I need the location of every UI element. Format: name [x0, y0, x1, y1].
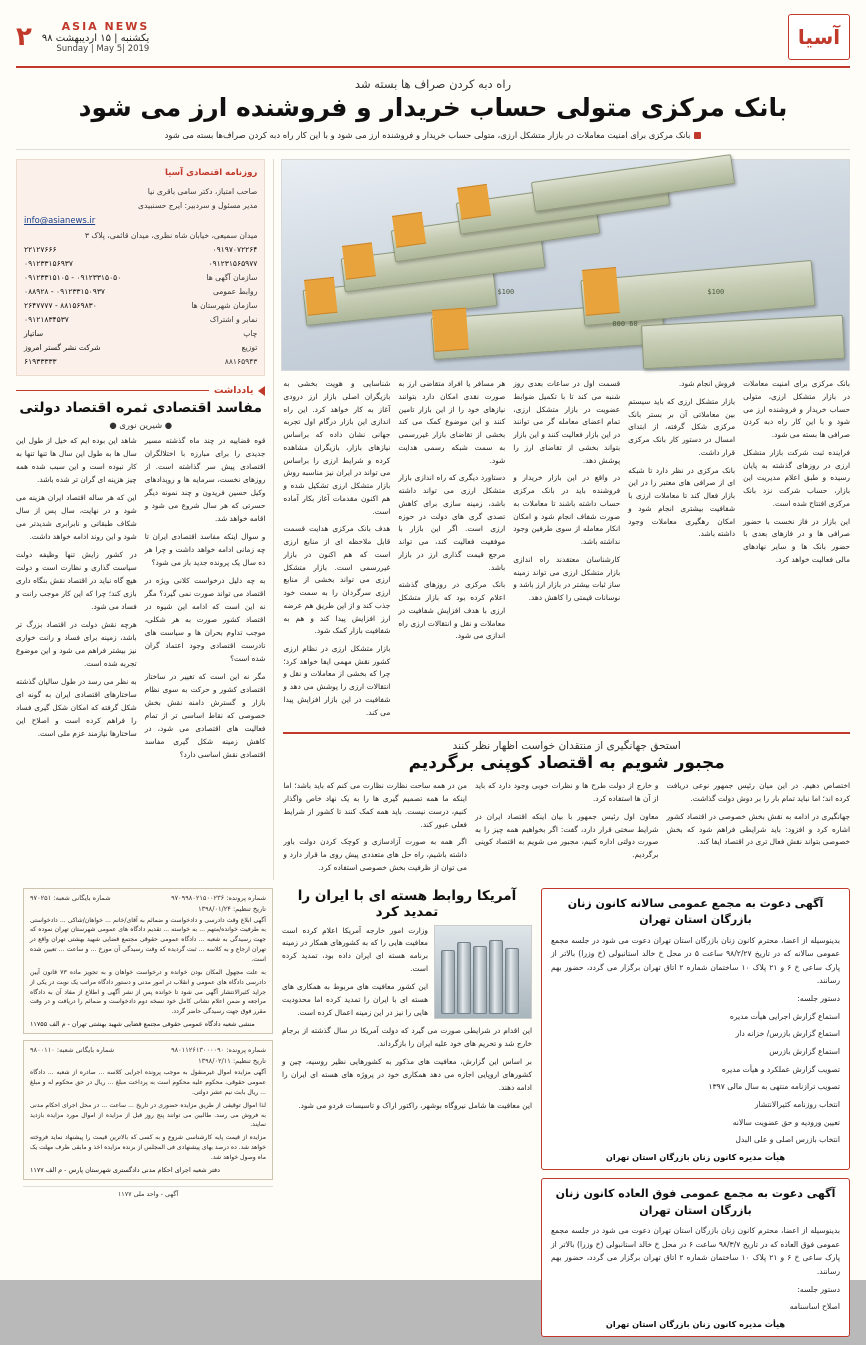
publisher-address: میدان سمیعی، خیابان شاه نظری، میدان قائمی، پلاک ۳ [84, 230, 258, 240]
rail-value: ۰۸۸۹۲۸ - ۰۹۱۲۳۳۱۵۰۹۳۷ [24, 287, 105, 296]
paragraph: بازار متشکل ارزی در نظام ارزی کشور نقش مهمی ایفا خواهد کرد؛ چرا که بخشی از معاملات و نقل و انتقالات ارزی را پوشش می دهد و شفافیت در این بازار افزایش پیدا می کند. [283, 643, 391, 717]
op-mid-headline: مجبور شویم به اقتصاد کوپنی برگردیم [408, 753, 725, 774]
masthead-logo-area [788, 14, 850, 60]
news-body [282, 925, 532, 1113]
dollar-bundles-photo: $100 60 000 $100 [281, 159, 850, 371]
paragraph: این که هر ساله اقتصاد ایران هزینه می شود و در نهایت، سال پس از سال شکاف طبقاتی و نابرابری شدیدتر می شود و این روند ادامه خواهد داشت. [16, 493, 137, 542]
lead-headline: بانک مرکزی متولی حساب خریدار و فروشنده ارز می شود [78, 93, 788, 122]
paragraph: لذا اموال توقیفی از طریق مزایده حضوری در تاریخ ... ساعت ... در محل اجرای احکام مدنی به فروش می رسد. طالبین می توانند پنج روز قبل از مزایده از اموال مورد مزایده بازدید نمایند. [30, 1101, 266, 1129]
paragraph: اگر همه به صورت آزادسازی و کوچک کردن دولت باور داشته باشیم، راه حل های متعددی پیش روی ما قرار دارد و می توان از ظرفیت بخش خصوصی استفاده کرد. [283, 837, 467, 872]
paragraph: این کشور معافیت های مربوط به همکاری های هسته ای با ایران را تمدید کرده اما محدودیت هایی را نیز در این زمینه اعمال کرده است. [282, 982, 428, 1018]
op-mid-col-0 [283, 780, 467, 879]
lead-kicker: راه دبه کردن صراف ها بسته شد [354, 77, 512, 91]
ad-signature: هیأت مدیره کانون زنان بازرگان استان تهران [605, 1152, 786, 1163]
phone-1: ۰۹۱۹۷۰۷۲۲۶۴ [212, 244, 258, 254]
legal-body [30, 916, 266, 1018]
op-mid-kicker: استحق جهانگیری از منتقدان خواست اظهار نظر کنند [452, 740, 681, 753]
legal-notices-column [23, 888, 273, 1345]
legal-case-number: شماره پرونده: ۹۷۰۹۹۸۰۲۱۵۰۰۲۳۶ [171, 893, 266, 902]
paragraph: و سوال اینکه مفاسد اقتصادی ایران تا چه زمانی ادامه خواهد داشت و چرا هر ده سال یک پرونده جدید باز می شود؟ [144, 532, 266, 568]
ad-body [551, 934, 840, 1148]
paragraph: فراینده ثبت شرکت بازار متشکل ارزی در روزهای گذشته به پایان رسیده و طبق اعلام مدیریت این بازار، حساب شرکت نزد بانک مرکزی افتتاح شده است. [743, 447, 850, 508]
opinion-body [16, 435, 265, 762]
legal-head-date [30, 1057, 266, 1065]
phone-2: ۲۲۱۲۷۶۶۶ [24, 244, 57, 254]
paragraph: اصلاح اساسنامه [789, 1302, 840, 1312]
note-label: یادداشت [213, 385, 254, 397]
publisher-owner: صاحب امتیاز، دکتر سامی باقری نیا [147, 187, 258, 197]
paragraph: استماع گزارش بازرس/ خزانه دار [735, 1029, 840, 1039]
paragraph: این اقدام در شرایطی صورت می گیرد که دولت آمریکا در سال گذشته از برجام خارج شد و تحریم های خود علیه ایران را بازگرداند. [282, 1026, 532, 1049]
phone-3: ۰۹۱۲۳۱۵۶۵۹۷۷ [208, 258, 258, 268]
lead-article-area [283, 159, 850, 879]
legal-signature: منشی شعبه دادگاه عمومی حقوقی مجتمع قضایی شهید بهشتی تهران - م الف ۱۱۷۵۵ [30, 1020, 255, 1029]
rail-label: روابط عمومی [212, 287, 258, 296]
rail-value: ۶۱۹۳۳۳۳۳ [24, 357, 57, 367]
paragraph: بدینوسیله از اعضا، محترم کانون زنان بازرگان استان تهران دعوت می شود در جلسه مجمع عمومی سالانه که در تاریخ ۹۸/۲/۲۷ ساعت ۵ در محل خ خالد استانبولی (خ وزرا) بالاتر از پارک ساعی خ ۶ و ۲۱ پلاک ۱۰ ساختمان شماره ۲ اتاق تهران برگزار می گردد، حضور بهم رسانند. [551, 935, 840, 986]
ad-body [551, 1224, 840, 1314]
date-english: Sunday | May 5| 2019 [56, 44, 150, 54]
centrifuge-photo [434, 925, 532, 1019]
date-persian: یکشنبه | ۱۵ اردیبهشت ۹۸ [41, 33, 150, 44]
legal-head-date [30, 905, 266, 913]
legal-branch-number: شماره بایگانی شعبه: ۹۷۰۲۵۱ [30, 893, 111, 902]
rail-label: سازمان آگهی ها [206, 272, 258, 282]
section-divider [283, 732, 850, 734]
rail-value: ۲۶۴۷۷۷۷ - ۸۸۱۵۶۹۸۳۰ [24, 301, 97, 311]
asia-logo [788, 14, 850, 60]
paragraph: به نظر می رسد در طول سالیان گذشته ساختارهای اقتصادی ایران به گونه ای شکل گرفته که امکان شکل گیری فساد را فراهم کرده است و اصلاح این ساختارها نیازمند عزم ملی است. [16, 677, 137, 738]
legal-signature: دفتر شعبه اجرای احکام مدنی دادگستری شهرستان پارس - م الف ۱۱۷۷ [30, 1165, 220, 1174]
paragraph: این معافیت ها شامل نیروگاه بوشهر، راکتور اراک و تاسیسات فردو می شود. [298, 1100, 532, 1110]
rail-line [24, 299, 257, 313]
publisher-box [16, 159, 265, 376]
rail-label: چاپ [243, 329, 258, 339]
phone-4: ۰۹۱۲۳۳۱۵۶۹۳۷ [24, 258, 73, 268]
lead-col-4 [743, 378, 850, 724]
rail-value: ۰۹۱۲۳۳۱۵۱۰۵ - ۰۹۱۲۳۳۱۵۰۵۰ [24, 272, 122, 282]
divider [16, 390, 209, 391]
paragraph: هرچه نقش دولت در اقتصاد بزرگ تر باشد، زمینه برای فساد و رانت خواری نیز بیشتر فراهم می شود و این موضوع تجربه شده است. [16, 620, 137, 669]
logo-text: آسیا [797, 25, 841, 49]
bottom-zone [16, 888, 850, 1345]
paragraph: به علت مجهول المکان بودن خوانده و درخواست خواهان و به تجویز ماده ۷۳ قانون آیین دادرسی دادگاه های عمومی و انقلاب در امور مدنی و دستور دادگاه مراتب یک نوبت در یکی از جراید کثیرالانتشار آگهی می شود تا خوانده پس از نشر آگهی و اطلاع از مفاد آن به دادگاه مراجعه و ضمن اعلام نشانی کامل خود نسخه دوم دادخواست و ضمائم را دریافت و در وقت مقرر فوق جهت رسیدگی حاضر گردد. [30, 968, 266, 1016]
rail-label: توزیع [241, 343, 258, 353]
paragraph: کارشناسان معتقدند راه اندازی بازار متشکل ارزی می تواند زمینه ساز ثبات بیشتر در بازار ارز باشد و نوسانات قیمتی را کاهش دهد. [513, 554, 621, 603]
paragraph: استماع گزارش اجرایی هیأت مدیره [729, 1011, 840, 1021]
note-section-title [16, 385, 265, 396]
rail-line [24, 313, 257, 327]
paragraph: بر اساس این گزارش، معافیت های مذکور به کشورهایی نظیر روسیه، چین و کشورهای اروپایی اجازه می دهد همکاری خود در پروژه های هسته ای ایران را ادامه دهند. [282, 1057, 532, 1092]
legal-date: تاریخ تنظیم: ۱۳۹۸/۰۲/۱۱ [198, 1057, 266, 1066]
paragraph: هدف بانک مرکزی هدایت قسمت قابل ملاحظه ای از منابع ارزی است که هم اکنون در بازار غیررسمی است. بازار متشکل ارزی می تواند بخشی از منابع ارزی سرگردان را به سمت خود جذب کند و از این طریق هم عرضه ارز افزایش پیدا کند و هم به شفافیت بازار کمک شود. [283, 524, 391, 636]
paragraph: به چه دلیل درخواست کلانی ویژه در اقتصاد می تواند صورت نمی گیرد؟ مگر نه این است که ادامه این شیوه در اقتصاد کشور صورت به هر شکلی، موجب تداوم بحران ها و سیاست های نادرست اقتصادی وجود اعتماد گران شده است؟ [144, 576, 266, 664]
legal-case-number: شماره پرونده: ۹۸۰۱۱۲۶۱۳۰۰۰۰۹۰ [171, 1046, 266, 1055]
phone-row [24, 257, 257, 271]
rail-line [24, 285, 257, 299]
paragraph: هر مسافر یا افراد متقاضی ارز به صورت نقدی امکان دارد بتوانند نیازهای خود را از این بازار تامین کنند و این موضوع کمک می کند بخشی از تقاضای بازار غیررسمی به سمت شبکه رسمی هدایت شود. [398, 379, 506, 465]
paragraph: انتخاب روزنامه کثیرالانتشار [754, 1100, 840, 1110]
rail-line [24, 327, 257, 341]
legal-notice [23, 888, 273, 1035]
page-footer: آگهی - واحد ملی ۱۱۷۷ [23, 1186, 273, 1198]
triangle-icon [258, 386, 265, 396]
legal-body [30, 1068, 266, 1163]
rail-value: شرکت نشر گستر امروز [24, 343, 101, 353]
paragraph: وزارت امور خارجه آمریکا اعلام کرده است معافیت هایی را که به کشورهای همکار در زمینه برنامه هسته ای ایران داده بود، تمدید کرده است. [282, 925, 428, 974]
paragraph: قوه قضاییه در چند ماه گذشته مسیر جدیدی را برای مبارزه با اختلالگران اقتصادی پیش سر گذاشته است. از روزهای نخست، سرمایه ها و رویدادهای وکیل حسین فریدون و چند نمونه دیگر حسرتی که هر سال شروع می شود و اقامه خواهد شد. [144, 436, 266, 524]
paragraph: من در همه ساحت نظارت نظارت می کنم که باید باشد؛ اما اینکه ما همه تصمیم گیری ها را به یک نهاد خاص واگذار کنیم، درست نیست. باید همه کمک کنند تا کشور از شرایط فعلی عبور کند. [283, 781, 467, 829]
ad-notice-annual [541, 888, 850, 1171]
legal-head [30, 894, 266, 902]
rail-label: ۸۸۱۶۵۹۴۳ [224, 357, 258, 367]
ad-title: آگهی دعوت به مجمع عمومی سالانه کانون زنان بازرگان استان تهران [567, 896, 824, 927]
publisher-title: روزنامه اقتصادی آسیا [164, 168, 258, 179]
opinion-author: ● شیرین نوری ● [109, 420, 173, 431]
brand-english: ASIA NEWS [61, 20, 150, 33]
op-mid-columns [283, 780, 850, 879]
paragraph: قسمت اول در ساعات بعدی روز شنبه می کند تا با تکمیل ضوابط عضویت در بازار متشکل ارزی، تمام اعضای معامله گر می توانند در این بازار فعالیت کنند و این بازار بتواند بخشی از تقاضای ارز را پوشش دهد. [513, 379, 621, 465]
paragraph: در واقع در این بازار خریدار و فروشنده باید در بانک مرکزی حساب داشته باشند تا معاملات به صورت شفاف انجام شود و امکان انکار معامله از سوی طرفین وجود نداشته باشد. [513, 473, 621, 547]
op-mid-col-1 [475, 780, 659, 879]
paragraph: آگهی مزایده اموال غیرمنقول به موجب پرونده اجرایی کلاسه ... صادره از شعبه ... دادگاه عمومی حقوقی، محکوم علیه محکوم است به پرداخت مبلغ ... ریال در حق محکوم له و مبلغ ... ریال بابت نیم عشر دولتی. [30, 1069, 266, 1096]
rail-line [24, 355, 257, 369]
paragraph: بانک مرکزی در نظر دارد تا شبکه ای از صرافی های معتبر را در این بازار فعال کند تا معاملات ارزی با شفافیت بیشتری انجام شود و امکان رهگیری معاملات وجود داشته باشد. [628, 465, 736, 539]
paragraph: دستور جلسه: [797, 994, 840, 1004]
paragraph: تصویب گزارش عملکرد و هیأت مدیره [721, 1064, 840, 1074]
paragraph: مزایده از قیمت پایه کارشناسی شروع و به کسی که بالاترین قیمت را پیشنهاد نماید فروخته خواهد شد. ده درصد بهای پیشنهادی فی المجلس از برنده مزایده اخذ و مابقی ظرف مهلت یک ماه وصول خواهد شد. [30, 1134, 266, 1161]
lead-col-0 [283, 378, 390, 724]
publisher-editor: مدیر مسئول و سردبیر: ایرج حسنبیدی [138, 201, 258, 211]
main-columns [16, 159, 850, 879]
paragraph: معاون اول رئیس جمهور با بیان اینکه اقتصاد ایران در شرایط سختی قرار دارد، گفت: اگر بخواهیم همه چیز را به صورت دولتی اداره کنیم، مجبور می شویم به اقتصاد کوپنی برگردیم. [474, 811, 659, 860]
paragraph: جهانگیری در ادامه به نقش بخش خصوصی در اقتصاد کشور اشاره کرد و افزود: باید شرایطی فراهم شود که بخش خصوصی بتواند نقش فعال تری در اقتصاد ایفا کند. [666, 811, 850, 847]
paragraph: اختصاص دهیم. در این میان رئیس جمهور نوعی دریافت کرده اند؛ اما نباید تمام بار را بر دوش دولت گذاشت. [666, 781, 850, 804]
paragraph: دستاورد دیگری که راه اندازی بازار متشکل ارزی می تواند داشته باشد، زمینه سازی برای کاهش تصدی گری های دولت در حوزه ارزی است. اگر این بازار با موفقیت فعالیت کند، می تواند مرجع قیمت گذاری ارز در بازار باشد. [398, 473, 506, 572]
ad-signature: هیأت مدیره کانون زنان بازرگان استان تهران [605, 1318, 786, 1329]
rail-value: ۰۹۱۲۱۸۳۴۵۳۷ [24, 315, 69, 325]
lead-col-2 [513, 378, 620, 724]
paragraph: و خارج از دولت طرح ها و نظرات خوبی وجود دارد که باید از آن ها استفاده کرد. [474, 781, 659, 804]
paragraph: شاهد این بوده ایم که خیل از طول این سال ها به طول این سال ها تنها تنها به کار نبوده است و این سبب شده همه چیز هزینه ای گران تر شده باشد. [16, 436, 137, 485]
lead-article-columns [283, 378, 850, 724]
paragraph: این بازار در فاز نخست با حضور صرافی ها و در فازهای بعدی با حضور بانک ها و سایر نهادهای مالی فعالیت خواهد کرد. [743, 516, 850, 564]
ad-notice-extraordinary [541, 1178, 850, 1337]
op-mid-col-2 [666, 780, 850, 879]
masthead [16, 14, 850, 68]
news-column [282, 888, 532, 1345]
ads-column [541, 888, 850, 1345]
paragraph: انتخاب بازرس اصلی و علی البدل [735, 1135, 840, 1145]
paragraph: استماع گزارش بازرس [769, 1047, 840, 1057]
masthead-date-area [16, 20, 149, 54]
lead-col-1 [398, 378, 505, 724]
page-number: ۲ [16, 22, 32, 52]
rail-value: ساتیار [24, 329, 44, 339]
paragraph: آگهی ابلاغ وقت دادرسی و دادخواست و ضمائم به آقای/خانم ... خواهان/شاکی ... دادخواستی به طرفیت خوانده/متهم ... به خواسته ... تقدیم دادگاه های عمومی شهرستان تهران نموده که جهت رسیدگی به شعبه ... دادگاه عمومی حقوقی مجتمع قضایی شهید بهشتی تهران واقع در تهران ارجاع و به کلاسه ... ثبت گردیده که وقت رسیدگی آن مورخ ... و ساعت ... تعیین شده است. [30, 916, 266, 963]
lead-lede-wrap [16, 128, 850, 150]
legal-notice [23, 1040, 273, 1180]
rail-label: نمابر و اشتراک [209, 315, 258, 325]
opinion-title: مفاسد اقتصادی ثمره اقتصاد دولتی [19, 400, 263, 417]
paragraph: مگر نه این است که تغییر در ساختار اقتصادی کشور و حرکت به سوی نظام بازار و گسترش دامنه نقش بخش خصوصی که نقاط اساسی تر از تمام فعالیت های اقتصادی می شود، در کاهش زمینه شکل گیری مفاسد اقتصادی نقش اساسی دارد؟ [144, 672, 266, 759]
paragraph: بانک مرکزی در روزهای گذشته اعلام کرده بود که بازار متشکل ارزی با هدف افزایش شفافیت در معاملات و نقل و انتقالات ارزی راه اندازی می شود. [398, 580, 506, 641]
paragraph: دستور جلسه: [797, 1284, 840, 1294]
paragraph: بانک مرکزی برای امنیت معاملات در بازار متشکل ارزی، متولی حساب خریدار و فروشنده ارز می شود و با این کار راه دبه کردن صرافی ها بسته می شود. [743, 379, 850, 440]
rail-line [24, 271, 257, 285]
lead-lede: بانک مرکزی برای امنیت معاملات در بازار متشکل ارزی، متولی حساب خریدار و فروشنده ارز می شود و با این کار راه دبه کردن صراف‌ها بسته می شود [164, 130, 691, 140]
legal-date: تاریخ تنظیم: ۱۳۹۸/۰۱/۲۴ [198, 904, 266, 913]
rail-line [24, 341, 257, 355]
paragraph: بدینوسیله از اعضا، محترم کانون زنان بازرگان استان تهران دعوت می شود در جلسه مجمع عمومی فوق العاده که در تاریخ ۹۸/۳/۷ ساعت ۶ در محل خ خالد استانبولی (خ وزرا) بالاتر از پارک ساعی خ ۶ و ۲۱ پلاک ۱۰ ساختمان شماره ۲ اتاق تهران برگزار می گردد، حضور بهم رسانند. [551, 1226, 840, 1277]
paragraph: تصویب ترازنامه منتهی به سال مالی ۱۳۹۷ [708, 1082, 840, 1092]
paragraph: شناسایی و هویت بخشی به بازیگران اصلی بازار ارز درودی آغاز به کار خواهد کرد. این راه اندازی این بازار درگام اول تجربه جهانی نشان داده که براساس نیازهای بازار، بازیگران مشاهده کرده و شرایط ارزی را براساس می تواند در ایران نیز مناسبه روش بازار متشکل ارزی تشکیل شده و هم اکنون مقدمات آغاز بکار آماده است. [283, 379, 391, 516]
legal-branch-number: شماره بایگانی شعبه: ۹۸۰۰۱۱۰ [30, 1046, 115, 1055]
paragraph: در کشور زایش تنها وظیفه دولت سیاست گذاری و نظارت است و دولت هیچ گاه نباید در اقتصاد نقش بنگاه داری بازی کند؛ چرا که این کار موجب رانت و فساد می شود. [16, 550, 137, 612]
paragraph: بازار متشکل ارزی که باید سیستم بین معاملاتی آن بر بستر بانک مرکزی شکل گرفته، از ابتدای امسال در دستور کار بانک مرکزی قرار داشت. [628, 397, 736, 457]
paragraph: تعیین ورودیه و حق عضویت سالانه [732, 1117, 840, 1127]
bullet-icon [694, 132, 701, 139]
news-title: آمریکا روابط هسته ای با ایران را تمدید کرد [297, 887, 517, 920]
phone-row [24, 243, 257, 257]
ad-title: آگهی دعوت به مجمع عمومی فوق العاده کانون زنان بازرگان استان تهران [555, 1187, 836, 1217]
lead-col-3 [628, 378, 735, 724]
rail-label: سازمان شهرستان ها [191, 301, 258, 311]
legal-head [30, 1046, 266, 1054]
email-link[interactable]: info@asianews.ir [24, 215, 96, 226]
paragraph: فروش انجام شود. [678, 379, 736, 389]
right-rail [16, 159, 274, 879]
